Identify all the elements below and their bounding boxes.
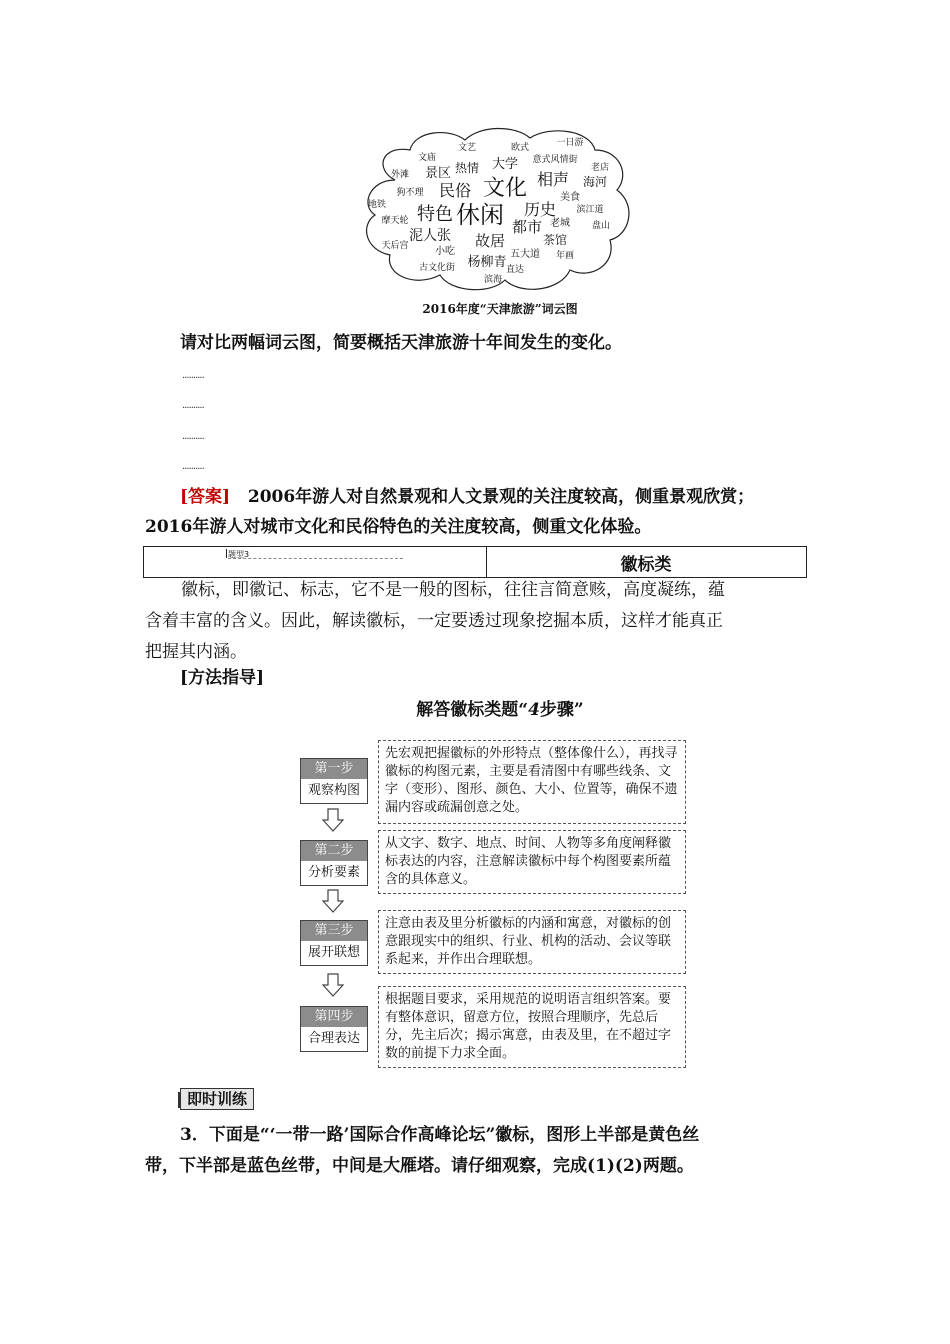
cloud-word: 相声 — [536, 170, 570, 189]
question-3 — [145, 1120, 815, 1182]
step-3-box — [300, 920, 368, 966]
cloud-word: 滨江道 — [576, 205, 604, 215]
steps-title-num: 4 — [528, 700, 540, 720]
step-1-body: 观察构图 — [307, 783, 360, 798]
cloud-word: 都市 — [511, 218, 543, 236]
section-header-table — [143, 546, 807, 578]
answer-line-1: .......... — [182, 370, 204, 381]
cloud-word: 年画 — [555, 251, 575, 261]
answer-line-4: .......... — [182, 461, 204, 472]
cloud-word: 滨海 — [483, 275, 503, 285]
cloud-word: 一日游 — [556, 138, 584, 148]
small-label-bar — [226, 549, 227, 558]
step-2-box — [300, 840, 368, 886]
down-arrow-icon — [322, 808, 344, 832]
cloud-word: 大学 — [491, 157, 519, 172]
steps-title-pre: 解答徽标类题“ — [416, 700, 529, 720]
cloud-word: 摩天轮 — [381, 216, 409, 226]
cloud-word: 欧式 — [510, 143, 530, 153]
steps-title-post: 步骤” — [539, 700, 584, 720]
step-1-desc: 先宏观把握徽标的外形特点（整体像什么），再找寻徽标的构图元素，主要是看清图中有哪些线条、文字（变形）、图形、颜色、大小、位置等，确保不遗漏内容或疏漏创意之处。 — [378, 740, 686, 824]
cloud-word: 故居 — [474, 232, 506, 250]
cloud-word: 美食 — [560, 192, 580, 203]
intro-paragraph — [145, 575, 815, 668]
step-4-box — [300, 1006, 368, 1052]
cloud-word: 海河 — [582, 175, 608, 189]
cloud-word: 天后宫 — [381, 241, 409, 251]
cloud-word: 特色 — [417, 204, 453, 225]
answer-line-2: .......... — [182, 400, 204, 411]
cloud-word: 茶馆 — [542, 233, 568, 247]
intro-line3: 把握其内涵。 — [145, 642, 247, 662]
step-4-desc: 根据题目要求，采用规范的说明语言组织答案。要有整体意识，留意方位，按照合理顺序，先总后分，先主后次；揭示寓意，由表及里，在不超过字数的前提下力求全面。 — [378, 986, 686, 1068]
cloud-word: 民俗 — [438, 181, 472, 200]
section-title: 徽标类 — [620, 555, 672, 575]
cloud-word: 老店 — [590, 163, 610, 173]
step-2-body: 分析要素 — [307, 865, 360, 880]
step-4-body: 合理表达 — [307, 1031, 360, 1046]
training-label: 即时训练 — [180, 1088, 254, 1110]
cloud-word: 古文化街 — [418, 263, 456, 273]
cloud-word: 意式风情街 — [532, 155, 578, 165]
cloud-word: 地铁 — [367, 200, 387, 210]
answer-line-3: .......... — [182, 431, 204, 442]
cloud-word: 休闲 — [456, 201, 504, 229]
word-cloud — [355, 120, 635, 295]
down-arrow-icon — [322, 973, 344, 997]
down-arrow-icon — [322, 889, 344, 913]
intro-line2: 含着丰富的含义。因此，解读徽标，一定要透过现象挖掘本质，这样才能真正 — [145, 611, 723, 631]
answer-line2: 2016年游人对城市文化和民俗特色的关注度较高，侧重文化体验。 — [145, 517, 652, 537]
cloud-word: 五大道 — [510, 249, 540, 260]
cloud-word: 泥人张 — [409, 228, 451, 244]
step-2-head: 第二步 — [301, 841, 367, 861]
small-label: 题型3 — [228, 550, 250, 559]
cloud-word: 小吃 — [435, 246, 455, 257]
cloud-word: 盘山 — [591, 221, 611, 231]
step-3-desc: 注意由表及里分析徽标的内涵和寓意，对徽标的创意跟现实中的组织、行业、机构的活动、会议等联系起来，并作出合理联想。 — [378, 910, 686, 974]
cloud-word: 外滩 — [390, 170, 410, 180]
cloud-word: 杨柳青 — [467, 255, 507, 270]
intro-line1: 徽标，即徽记、标志，它不是一般的图标，往往言简意赅，高度凝练，蕴 — [181, 580, 725, 600]
cloud-word: 历史 — [523, 200, 557, 219]
step-4-head: 第四步 — [301, 1007, 367, 1027]
word-cloud-image — [355, 120, 635, 295]
step-2-desc: 从文字、数字、地点、时间、人物等多角度阐释徽标表达的内容，注意解读徽标中每个构图要素所蕴含的具体意义。 — [378, 830, 686, 894]
word-cloud-caption: 2016年度“天津旅游”词云图 — [422, 302, 578, 316]
method-label: [方法指导] — [180, 668, 265, 688]
question-text: 请对比两幅词云图，简要概括天津旅游十年间发生的变化。 — [180, 333, 622, 353]
cloud-word: 狗不理 — [396, 188, 424, 198]
answer-tag: [答案] — [180, 487, 231, 507]
step-3-body: 展开联想 — [307, 945, 360, 960]
answer-line1: 2006年游人对自然景观和人文景观的关注度较高，侧重景观欣赏； — [247, 487, 755, 507]
q3-line2: 带，下半部是蓝色丝带，中间是大雁塔。请仔细观察，完成(1)(2)两题。 — [145, 1156, 694, 1176]
cloud-word: 文化 — [482, 176, 528, 201]
small-label-line — [228, 558, 403, 559]
cloud-word: 老城 — [550, 218, 570, 229]
steps-title — [300, 695, 700, 720]
q3-line1: 3．下面是“‘一带一路’国际合作高峰论坛”徽标，图形上半部是黄色丝 — [180, 1125, 700, 1145]
answer-block — [145, 482, 815, 542]
cloud-word: 景区 — [424, 166, 452, 181]
cloud-word: 热情 — [454, 161, 480, 175]
step-1-head: 第一步 — [301, 759, 367, 779]
cloud-word: 直达 — [505, 265, 525, 275]
step-1-box — [300, 758, 368, 804]
step-3-head: 第三步 — [301, 921, 367, 941]
cloud-word: 文庙 — [417, 153, 437, 163]
cloud-word: 文艺 — [457, 143, 477, 153]
